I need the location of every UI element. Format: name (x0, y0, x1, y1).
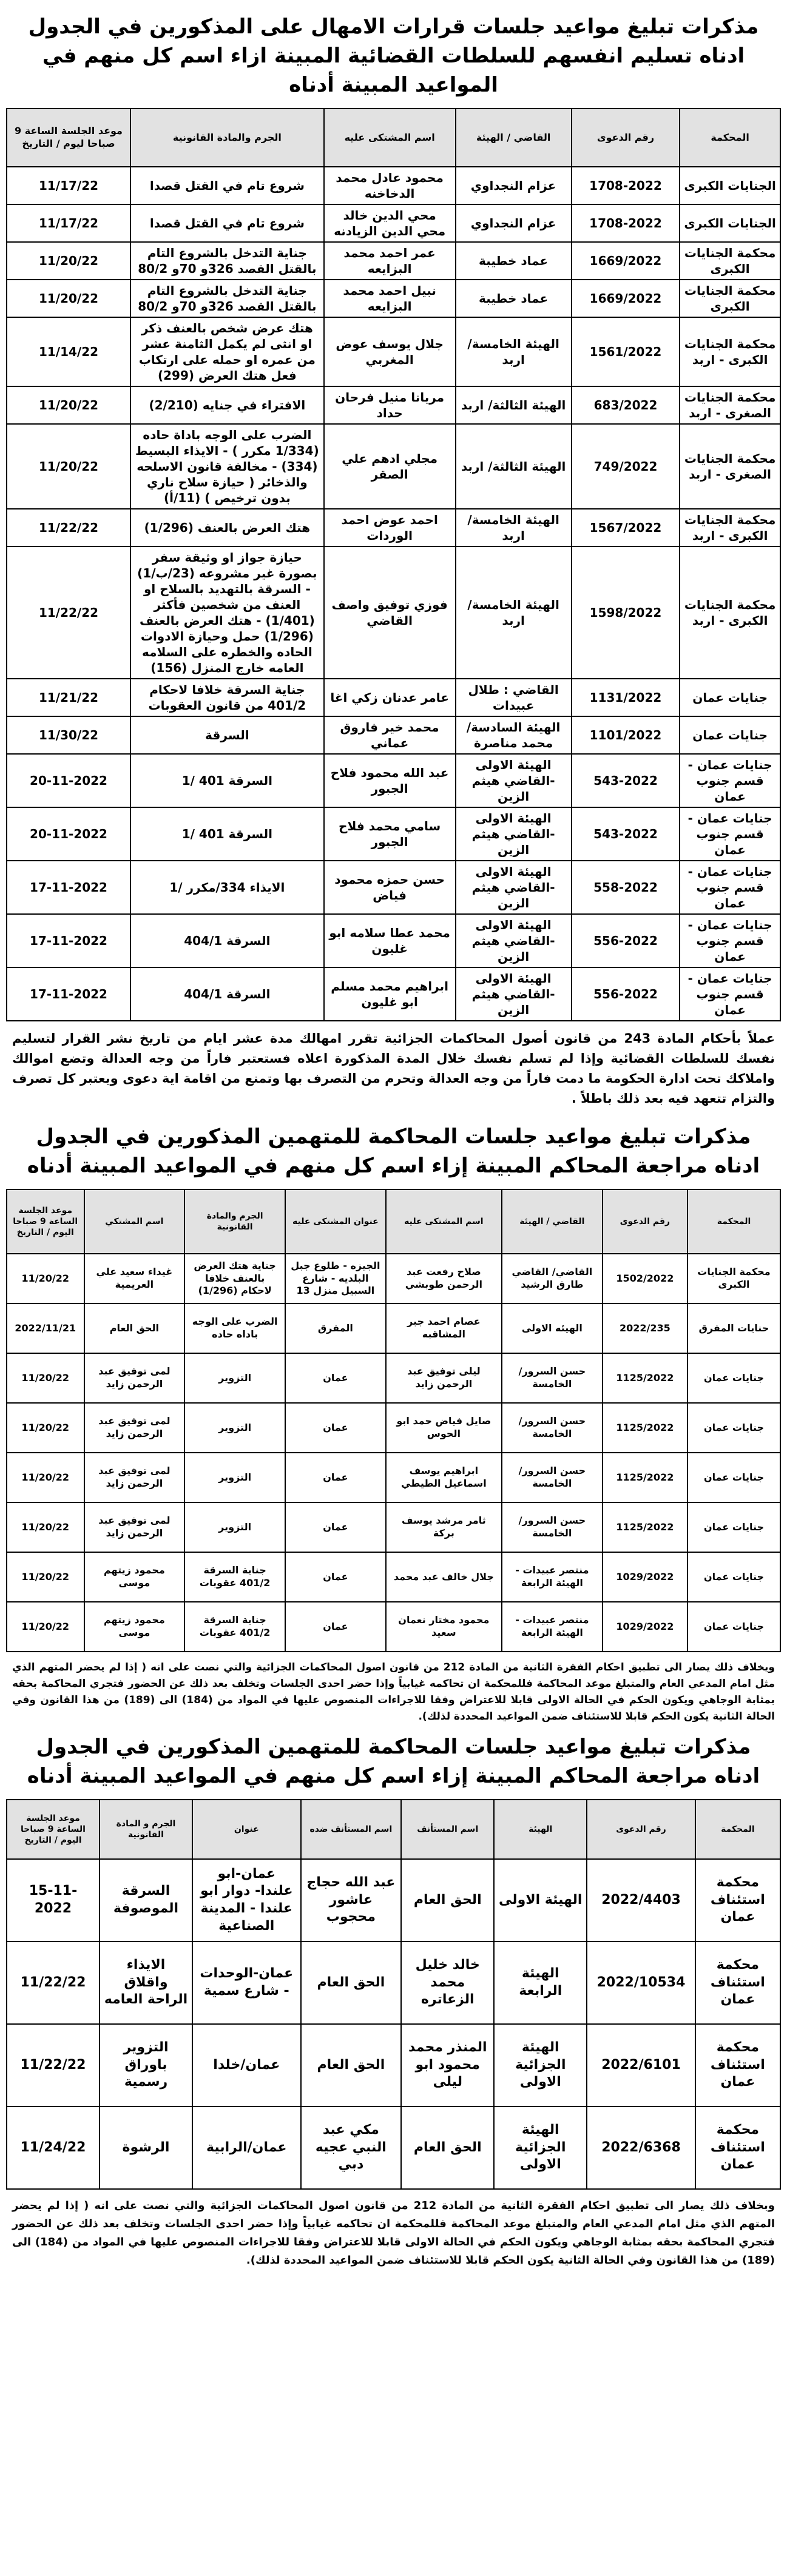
table-cell: 11/30/22 (7, 716, 130, 754)
table-cell: 11/20/22 (7, 1453, 84, 1502)
table-row (7, 1453, 780, 1502)
table-cell: محمود مختار نعمان سعيد (386, 1602, 502, 1652)
table-cell: صلاح رفعت عبد الرحمن طوبشي (386, 1254, 502, 1303)
column-header: رقم الدعوى (587, 1800, 695, 1859)
table-row (7, 1602, 780, 1652)
column-header: عنوان المشتكى عليه (285, 1189, 386, 1254)
table-cell: الهيئة الاولى -القاضي هيثم الزين (456, 754, 572, 807)
table-cell: 556-2022 (572, 967, 680, 1021)
table-cell: محكمة الجنايات الصغرى - اربد (680, 386, 780, 424)
table-cell: 11/24/22 (7, 2107, 100, 2189)
table-cell: جناية السرقة 401/2 عقوبات (184, 1602, 285, 1652)
table-cell: جنايات عمان - قسم جنوب عمان (680, 754, 780, 807)
table-cell: جنايات عمان - قسم جنوب عمان (680, 807, 780, 861)
column-header: اسم المشتكى عليه (324, 109, 456, 167)
table-cell: السرقة 401 /1 (130, 754, 324, 807)
column-header: القاضي / الهيئة (456, 109, 572, 167)
table-cell: صايل فياض حمد ابو الحوس (386, 1403, 502, 1453)
table-cell: 20-11-2022 (7, 754, 130, 807)
column-header: القاضي / الهيئة (502, 1189, 603, 1254)
table-cell: 1125/2022 (603, 1502, 687, 1552)
table-cell: 2022/6368 (587, 2107, 695, 2189)
table-cell: الافتراء في جنايه (2/210) (130, 386, 324, 424)
table-cell: جنايات عمان (687, 1602, 780, 1652)
table-cell: 1708-2022 (572, 167, 680, 204)
table-cell: جلال خالف عبد محمد (386, 1552, 502, 1602)
table-cell: هتك عرض شخص بالعنف ذكر او انثى لم يكمل الثامنة عشر من عمره او حمله على ارتكاب فعل هتك العرض (299) (130, 317, 324, 386)
column-header: اسم المستأنف (401, 1800, 494, 1859)
table-cell: عمان (285, 1353, 386, 1403)
table-cell: السرقة 404/1 (130, 967, 324, 1021)
table-row (7, 317, 780, 386)
document-page (6, 0, 781, 2277)
table-cell: منتصر عبيدات - الهيئة الرابعة (502, 1552, 603, 1602)
table-cell: منتصر عبيدات - الهيئة الرابعة (502, 1602, 603, 1652)
table-cell: الضرب على الوجه باداه حاده (184, 1303, 285, 1353)
table-row (7, 280, 780, 317)
table-cell: محمود عادل محمد الدخاخنه (324, 167, 456, 204)
table-cell: 11/17/22 (7, 204, 130, 242)
table-cell: حسن السرور/ الخامسة (502, 1502, 603, 1552)
section2-legal-note: ويخلاف ذلك يصار الى تطبيق احكام الفقرة الثانية من المادة 212 من قانون اصول المحاكمات الجزائية والتي نصت على انه ( إذا لم يحضر المتهم الذي مثل امام المدعي العام والمتبلغ موعد المحاكمة فللمحكمة ان تحاكمه غيابياً وإذا حضر احدى الجلسات وتخلف بعد ذلك عن الحضور فتجري المحاكمة بحقه بمثابة الوجاهي ويكون الحكم في الحالة الاولى قابلا للاعتراض وفقا للاجراءات المنصوص عليها في المواد من (184) الى (189) من هذا القانون وفي الحالة الثانية يكون الحكم قابلا للاستئناف ضمن المواعيد المحددة لذلك). (12, 1661, 775, 1723)
table-cell: جنايات عمان (687, 1353, 780, 1403)
table-cell: جنايات عمان (687, 1453, 780, 1502)
table-cell: خالد خليل محمد الزعاتره (401, 1942, 494, 2024)
section1-title: مذكرات تبليغ مواعيد جلسات قرارات الامهال على المذكورين في الجدول ادناه تسليم انفسهم للسلطات القضائية المبينة ازاء اسم كل منهم في المواعيد المبينة أدناه (28, 15, 759, 97)
column-header: موعد الجلسة الساعة 9 صباحا ليوم / التاريخ (7, 109, 130, 167)
table-row (7, 807, 780, 861)
table-cell: عمر احمد محمد البزايعه (324, 242, 456, 280)
table-row (7, 424, 780, 509)
table-cell: 543-2022 (572, 754, 680, 807)
table-cell: فوزي توفيق واصف القاضي (324, 546, 456, 679)
table-cell: جناية التدخل بالشروع التام بالقتل القصد 326و 70و 80/2 (130, 242, 324, 280)
table-header-row (7, 1800, 780, 1859)
table-cell: الجيزه - طلوع جبل البلديه - شارع السبيل منزل 13 (285, 1254, 386, 1303)
table-cell: محكمة الجنايات الصغرى - اربد (680, 424, 780, 509)
column-header: رقم الدعوى (603, 1189, 687, 1254)
section1-legal-note: عملاً بأحكام المادة 243 من قانون أصول المحاكمات الجزائية تقرر امهالك مدة عشر ايام من تاريخ نشر القرار لتسليم نفسك للسلطات القضائية وإذا لم تسلم نفسك خلال المدة المذكورة اعلاه فستعتبر فاراً من وجه العدالة وتضع اموالك واملاكك تحت ادارة الحكومة ما دمت فاراً من وجه العدالة وتحرم من التصرف بها وتمنع من اقامة اية دعوى ويعتبر كل تصرف والتزام تتعهد فيه بعد ذلك باطلاً . (12, 1031, 775, 1106)
table-cell: محكمة استئناف عمان (695, 1942, 780, 2024)
table-cell: عمان (285, 1502, 386, 1552)
table-cell: الهيئة الاولى -القاضي هيثم الزين (456, 807, 572, 861)
table-cell: لمى توفيق عبد الرحمن زايد (84, 1403, 185, 1453)
table-cell: جنايات عمان (680, 716, 780, 754)
table-cell: الهيئة الخامسة/ اربد (456, 509, 572, 546)
table-cell: 1669/2022 (572, 242, 680, 280)
table-cell: عمان (285, 1602, 386, 1652)
table-header-row (7, 109, 780, 167)
table-cell: لمى توفيق عبد الرحمن زايد (84, 1353, 185, 1403)
table-cell: محكمة الجنايات الكبرى - اربد (680, 509, 780, 546)
table-cell: جنايات عمان (687, 1502, 780, 1552)
table-cell: 11/14/22 (7, 317, 130, 386)
table-row (7, 1303, 780, 1353)
table-row (7, 1353, 780, 1403)
table-row (7, 1942, 780, 2024)
table-cell: 543-2022 (572, 807, 680, 861)
section3-title: مذكرات تبليغ مواعيد جلسات المحاكمة للمتهمين المذكورين في الجدول ادناه مراجعة المحاكم المبينة إزاء اسم كل منهم في المواعيد المبينة أدناه (27, 1735, 760, 1788)
table-cell: 17-11-2022 (7, 967, 130, 1021)
table-cell: مريانا منيل فرحان حداد (324, 386, 456, 424)
column-header: اسم المشتكى عليه (386, 1189, 502, 1254)
table-cell: غيداء سعيد علي العريمية (84, 1254, 185, 1303)
table-cell: 11/20/22 (7, 1502, 84, 1552)
table-row (7, 1552, 780, 1602)
table-cell: 2022/235 (603, 1303, 687, 1353)
table-cell: 11/20/22 (7, 424, 130, 509)
table-cell: 1125/2022 (603, 1353, 687, 1403)
column-header: اسم المشتكي (84, 1189, 185, 1254)
table-cell: محكمة الجنايات الكبرى - اربد (680, 546, 780, 679)
table-cell: الحق العام (401, 1859, 494, 1942)
table-cell: الهيئة السادسة/محمد مناصرة (456, 716, 572, 754)
table-cell: عامر عدنان زكي اغا (324, 679, 456, 716)
table-cell: 1029/2022 (603, 1602, 687, 1652)
table-cell: الهيئة الاولى -القاضي هيثم الزين (456, 914, 572, 967)
table-row (7, 679, 780, 716)
table-row (7, 861, 780, 914)
table-cell: محكمة الجنايات الكبرى - اربد (680, 317, 780, 386)
table-cell: لمى توفيق عبد الرحمن زايد (84, 1502, 185, 1552)
table-cell: الحق العام (301, 2024, 402, 2107)
table-cell: الضرب على الوجه باداة حاده (1/334 مكرر ) - الايذاء البسيط (334) - مخالفة قانون الاسلحه والذخائر ( حيازة سلاح ناري بدون ترخيص ) (11/أ) (130, 424, 324, 509)
column-header: موعد الجلسة الساعة 9 صباحا اليوم / التاريخ (7, 1189, 84, 1254)
table-cell: 1598/2022 (572, 546, 680, 679)
table-cell: 1125/2022 (603, 1403, 687, 1453)
table-cell: الحق العام (301, 1942, 402, 2024)
table-cell: 11/20/22 (7, 280, 130, 317)
table-cell: ثامر مرشد يوسف بركة (386, 1502, 502, 1552)
table-cell: محكمة الجنايات الكبرى (687, 1254, 780, 1303)
table-row (7, 167, 780, 204)
table-cell: حسن حمزه محمود فياض (324, 861, 456, 914)
table-cell: 11/17/22 (7, 167, 130, 204)
table-cell: حسن السرور/ الخامسة (502, 1453, 603, 1502)
table-cell: 2022/6101 (587, 2024, 695, 2107)
table-cell: السرقة (130, 716, 324, 754)
table-cell: الهيئة الثالثة/ اربد (456, 424, 572, 509)
table-row (7, 509, 780, 546)
table-cell: احمد عوض احمد الوردات (324, 509, 456, 546)
table-cell: الرشوة (100, 2107, 192, 2189)
table-cell: المفرق (285, 1303, 386, 1353)
table-cell: 11/20/22 (7, 1552, 84, 1602)
column-header: المحكمة (695, 1800, 780, 1859)
table-cell: 1669/2022 (572, 280, 680, 317)
table-cell: 1131/2022 (572, 679, 680, 716)
table-cell: جنايات عمان (687, 1552, 780, 1602)
table-cell: 11/22/22 (7, 509, 130, 546)
table-cell: عماد خطيبة (456, 242, 572, 280)
column-header: الجرم والمادة القانونية (130, 109, 324, 167)
column-header: اسم المستأنف ضده (301, 1800, 402, 1859)
table-cell: الهيئة الاولى -القاضي هيثم الزين (456, 967, 572, 1021)
table-cell: عمان (285, 1403, 386, 1453)
table-cell: 683/2022 (572, 386, 680, 424)
table-cell: محكمة الجنايات الكبرى (680, 280, 780, 317)
table-cell: محمود زيتهم موسى (84, 1552, 185, 1602)
table-cell: 20-11-2022 (7, 807, 130, 861)
table-cell: عزام النجداوي (456, 167, 572, 204)
table-cell: التزوير باوراق رسمية (100, 2024, 192, 2107)
table-cell: 11/20/22 (7, 1254, 84, 1303)
table-header-row (7, 1189, 780, 1254)
table-cell: الجنايات الكبرى (680, 167, 780, 204)
table-row (7, 1859, 780, 1942)
table-cell: 11/22/22 (7, 1942, 100, 2024)
table-row (7, 2107, 780, 2189)
table-cell: السرقة 404/1 (130, 914, 324, 967)
table-cell: 11/20/22 (7, 1353, 84, 1403)
table-cell: ابراهيم يوسف اسماعيل الطيطي (386, 1453, 502, 1502)
table-row (7, 1254, 780, 1303)
column-header: المحكمة (680, 109, 780, 167)
table-cell: لمى توفيق عبد الرحمن زايد (84, 1453, 185, 1502)
table-cell: الهيئة الرابعة (494, 1942, 587, 2024)
table-row (7, 716, 780, 754)
table-cell: حنايات المفرق (687, 1303, 780, 1353)
table-row (7, 204, 780, 242)
section3-table (6, 1799, 781, 2190)
table-cell: القاضي/ القاضي طارق الرشيد (502, 1254, 603, 1303)
table-cell: الهيئة الثالثة/ اربد (456, 386, 572, 424)
table-cell: حسن السرور/ الخامسة (502, 1403, 603, 1453)
table-cell: جناية التدخل بالشروع التام بالقتل القصد 326و 70و 80/2 (130, 280, 324, 317)
table-cell: 558-2022 (572, 861, 680, 914)
table-cell: نبيل احمد محمد البزايعه (324, 280, 456, 317)
table-cell: 2022/4403 (587, 1859, 695, 1942)
table-cell: جنايات عمان (680, 679, 780, 716)
table-cell: 11/20/22 (7, 1602, 84, 1652)
table-cell: 1125/2022 (603, 1453, 687, 1502)
table-cell: القاضي : طلال عبيدات (456, 679, 572, 716)
table-cell: محكمة الجنايات الكبرى (680, 242, 780, 280)
table-row (7, 2024, 780, 2107)
table-row (7, 914, 780, 967)
table-cell: عمان (285, 1552, 386, 1602)
table-cell: عمان/خلدا (192, 2024, 301, 2107)
table-cell: جنايات عمان - قسم جنوب عمان (680, 914, 780, 967)
table-cell: مجلي ادهم علي الصقر (324, 424, 456, 509)
table-cell: محكمة استئناف عمان (695, 2107, 780, 2189)
table-cell: عمان (285, 1453, 386, 1502)
table-cell: عبد الله محمود فلاح الجبور (324, 754, 456, 807)
table-cell: 11/22/22 (7, 546, 130, 679)
column-header: عنوان (192, 1800, 301, 1859)
table-cell: مكي عبد النبي عجيه دبي (301, 2107, 402, 2189)
table-cell: الهيئة الاولى (494, 1859, 587, 1942)
table-cell: جنايات عمان - قسم جنوب عمان (680, 967, 780, 1021)
table-cell: 15-11-2022 (7, 1859, 100, 1942)
table-cell: عبد الله حجاج عاشور محجوب (301, 1859, 402, 1942)
table-cell: التزوير (184, 1403, 285, 1453)
table-cell: الجنايات الكبرى (680, 204, 780, 242)
table-cell: عمان/الرابية (192, 2107, 301, 2189)
table-cell: 11/20/22 (7, 386, 130, 424)
table-cell: الهيئة الاولى -القاضي هيثم الزين (456, 861, 572, 914)
column-header: الجرم والمادة القانونية (184, 1189, 285, 1254)
table-row (7, 1403, 780, 1453)
table-cell: شروع تام في القتل قصدا (130, 204, 324, 242)
table-row (7, 386, 780, 424)
column-header: موعد الجلسة الساعة 9 صباحا اليوم / التاريخ (7, 1800, 100, 1859)
table-cell: الهيئة الخامسة/ اربد (456, 317, 572, 386)
table-cell: 556-2022 (572, 914, 680, 967)
table-cell: جنايات عمان (687, 1403, 780, 1453)
table-cell: الحق العام (401, 2107, 494, 2189)
table-cell: الايذاء 334/مكرر /1 (130, 861, 324, 914)
table-cell: شروع تام في القتل قصدا (130, 167, 324, 204)
table-cell: عمان-ابو علندا- دوار ابو علندا - المدينة الصناعية (192, 1859, 301, 1942)
section2-title: مذكرات تبليغ مواعيد جلسات المحاكمة للمتهمين المذكورين في الجدول ادناه مراجعة المحاكم المبينة إزاء اسم كل منهم في المواعيد المبينة أدناه (27, 1125, 760, 1178)
table-cell: محكمة استئناف عمان (695, 1859, 780, 1942)
table-cell: التزوير (184, 1502, 285, 1552)
table-cell: محمد عطا سلامه ابو غليون (324, 914, 456, 967)
table-cell: 17-11-2022 (7, 861, 130, 914)
table-cell: 1101/2022 (572, 716, 680, 754)
table-cell: محمد خير فاروق عماني (324, 716, 456, 754)
table-cell: الحق العام (84, 1303, 185, 1353)
column-header: الهيئة (494, 1800, 587, 1859)
table-cell: 1567/2022 (572, 509, 680, 546)
table-cell: 2022/10534 (587, 1942, 695, 2024)
table-cell: 11/21/22 (7, 679, 130, 716)
table-cell: التزوير (184, 1453, 285, 1502)
section2-table (6, 1189, 781, 1652)
table-cell: 17-11-2022 (7, 914, 130, 967)
table-cell: جناية السرقة خلافا لاحكام 401/2 من قانون العقوبات (130, 679, 324, 716)
table-cell: 2022/11/21 (7, 1303, 84, 1353)
table-cell: محكمة استئناف عمان (695, 2024, 780, 2107)
column-header: المحكمة (687, 1189, 780, 1254)
table-cell: محمود زيتهم موسى (84, 1602, 185, 1652)
table-cell: جنايات عمان - قسم جنوب عمان (680, 861, 780, 914)
table-cell: جناية السرقة 401/2 عقوبات (184, 1552, 285, 1602)
table-cell: الهيئه الاولى (502, 1303, 603, 1353)
table-cell: هتك العرض بالعنف (1/296) (130, 509, 324, 546)
table-cell: 1561/2022 (572, 317, 680, 386)
table-cell: السرقة الموصوفة (100, 1859, 192, 1942)
table-cell: 11/20/22 (7, 1403, 84, 1453)
table-cell: 1708-2022 (572, 204, 680, 242)
table-row (7, 754, 780, 807)
section1-table (6, 108, 781, 1021)
table-cell: ليلى توفيق عبد الرحمن زايد (386, 1353, 502, 1403)
table-cell: 1502/2022 (603, 1254, 687, 1303)
table-cell: حيازة جواز او وثيقة سفر بصورة غير مشروعه (23/ب/1) - السرقة بالتهديد بالسلاح او العنف من شخصين فأكثر (1/401) - هتك العرض بالعنف (1/296) حمل وحيازة الادوات الحاده والخطره على السلامه العامه خارج المنزل (156) (130, 546, 324, 679)
table-cell: الهيئة الخامسة/ اربد (456, 546, 572, 679)
table-cell: ابراهيم محمد مسلم ابو غليون (324, 967, 456, 1021)
column-header: الجرم و المادة القانونية (100, 1800, 192, 1859)
table-cell: الهيئة الجزائية الاولى (494, 2107, 587, 2189)
table-cell: جلال يوسف عوض المغربي (324, 317, 456, 386)
table-cell: عماد خطيبة (456, 280, 572, 317)
table-cell: محي الدين خالد محي الدين الزيادنه (324, 204, 456, 242)
table-cell: عصام احمد جبر المشاقبه (386, 1303, 502, 1353)
table-row (7, 1502, 780, 1552)
table-cell: الهيئة الجزائية الاولى (494, 2024, 587, 2107)
table-cell: 11/20/22 (7, 242, 130, 280)
table-cell: السرقة 401 /1 (130, 807, 324, 861)
table-cell: حسن السرور/ الخامسة (502, 1353, 603, 1403)
table-cell: التزوير (184, 1353, 285, 1403)
table-row (7, 967, 780, 1021)
table-row (7, 242, 780, 280)
section3-legal-note: وبخلاف ذلك يصار الى تطبيق احكام الفقرة الثانية من المادة 212 من قانون اصول المحاكمات الجزائية والتي نصت على انه ( إذا لم يحضر المتهم الذي مثل امام المدعي العام والمتبلغ موعد المحاكمة فللمحكمة ان تحاكمه غيابياً وإذا حضر احدى الجلسات وتخلف بعد ذلك عن الحضور فتجري المحاكمة بحقه بمثابة الوجاهي ويكون الحكم في الحالة الاولى قابلا للاعتراض وفقا للاجراءات المنصوص عليها في المواد من (184) الى (189) من هذا القانون وفي الحالة الثانية يكون الحكم قابلا للاستئناف ضمن المواعيد المحددة لذلك). (12, 2199, 775, 2267)
table-cell: جناية هتك العرض بالعنف خلافا لاحكام (1/296) (184, 1254, 285, 1303)
column-header: رقم الدعوى (572, 109, 680, 167)
table-row (7, 546, 780, 679)
table-cell: 749/2022 (572, 424, 680, 509)
table-cell: المنذر محمد محمود ابو ليلى (401, 2024, 494, 2107)
table-cell: 1029/2022 (603, 1552, 687, 1602)
table-cell: عزام النجداوي (456, 204, 572, 242)
table-cell: 11/22/22 (7, 2024, 100, 2107)
table-cell: الايذاء واقلاق الراحة العامه (100, 1942, 192, 2024)
table-cell: سامي محمد فلاح الجبور (324, 807, 456, 861)
table-cell: عمان-الوحدات - شارع سمية (192, 1942, 301, 2024)
